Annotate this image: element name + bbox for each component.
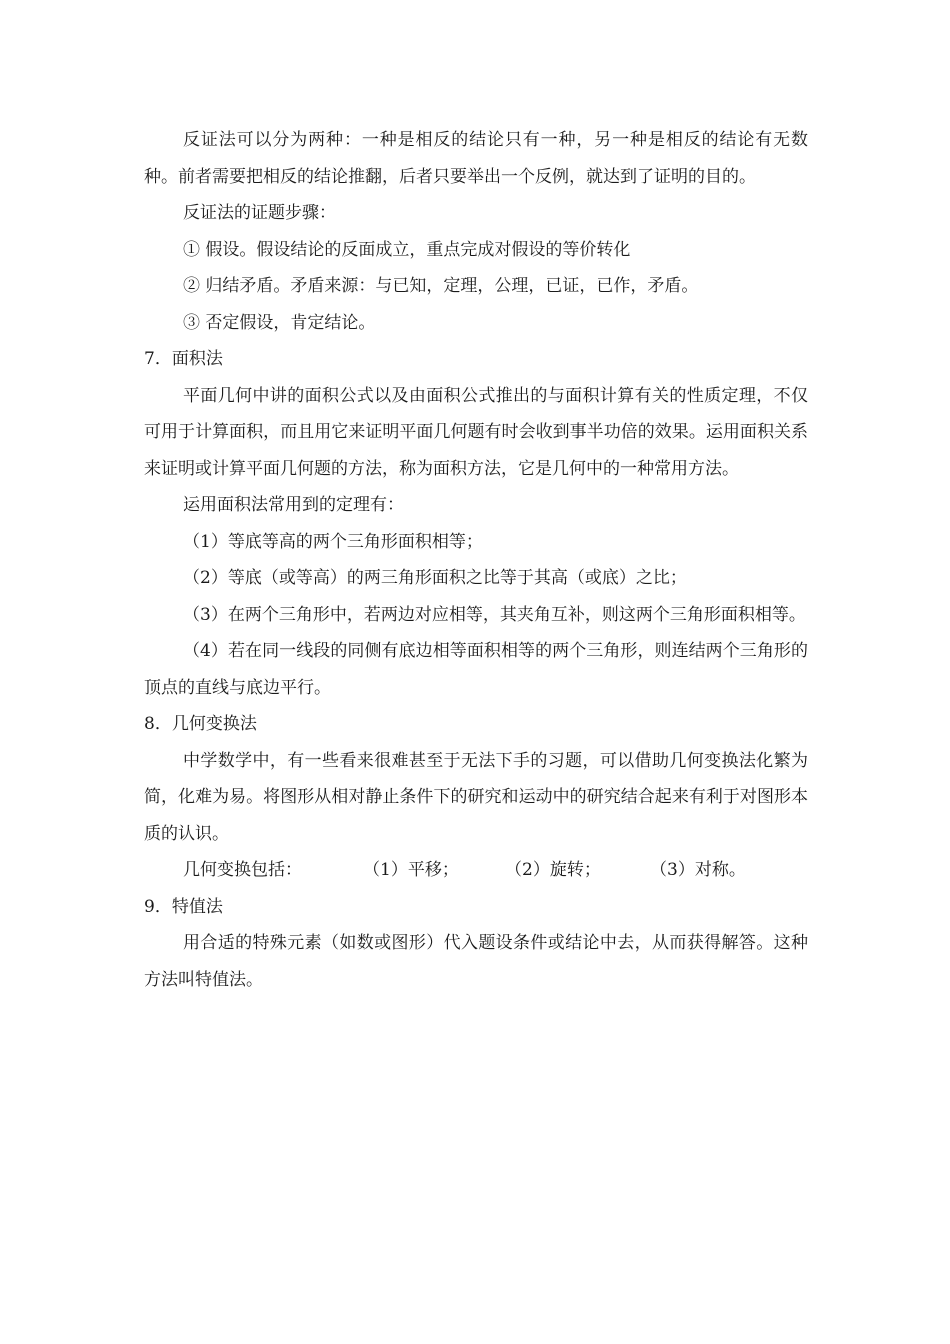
section-heading-area-method: 7．面积法	[144, 349, 223, 369]
theorem-item: （3）在两个三角形中，若两边对应相等，其夹角互补，则这两个三角形面积相等。	[183, 604, 806, 625]
geometric-transform-paragraph: 中学数学中，有一些看来很难甚至于无法下手的习题，可以借助几何变换法化繁为简，化难为易。将图形从相对静止条件下的研究和运动中的研究结合起来有利于对图形本质的认识。	[144, 750, 808, 844]
area-method-paragraph: 平面几何中讲的面积公式以及由面积公式推出的与面积计算有关的性质定理，不仅可用于计算面积，而且用它来证明平面几何题有时会收到事半功倍的效果。运用面积关系来证明或计算平面几何题的方法，称为面积方法，它是几何中的一种常用方法。	[144, 385, 808, 479]
transforms-list	[144, 852, 808, 889]
theorem-item: （1）等底等高的两个三角形面积相等；	[183, 531, 483, 552]
document-content	[144, 122, 808, 998]
theorem-item: （2）等底（或等高）的两三角形面积之比等于其高（或底）之比；	[183, 568, 687, 588]
proof-by-contradiction-paragraph: 反证法可以分为两种：一种是相反的结论只有一种，另一种是相反的结论有无数种。前者需要把相反的结论推翻，后者只要举出一个反例，就达到了证明的目的。	[144, 130, 808, 187]
steps-title: 反证法的证题步骤：	[183, 203, 336, 223]
section-heading-geometric-transform: 8．几何变换法	[144, 714, 257, 734]
theorem-item: （4）若在同一线段的同侧有底边相等面积相等的两个三角形，则连结两个三角形的顶点的直线与底边平行。	[144, 641, 808, 698]
step-item: ③ 否定假设，肯定结论。	[183, 312, 376, 333]
special-value-paragraph: 用合适的特殊元素（如数或图形）代入题设条件或结论中去，从而获得解答。这种方法叫特值法。	[144, 933, 808, 990]
section-heading-special-value: 9．特值法	[144, 896, 223, 917]
transforms-intro: 几何变换包括：	[183, 860, 302, 880]
step-item: ② 归结矛盾。矛盾来源：与已知，定理，公理，已证，已作，矛盾。	[183, 276, 699, 296]
transform-item: （1）平移；	[363, 860, 459, 880]
theorems-title: 运用面积法常用到的定理有：	[183, 495, 404, 515]
step-item: ① 假设。假设结论的反面成立，重点完成对假设的等价转化	[183, 239, 631, 260]
transform-item: （3）对称。	[650, 860, 746, 880]
transform-item: （2）旋转；	[505, 860, 601, 880]
